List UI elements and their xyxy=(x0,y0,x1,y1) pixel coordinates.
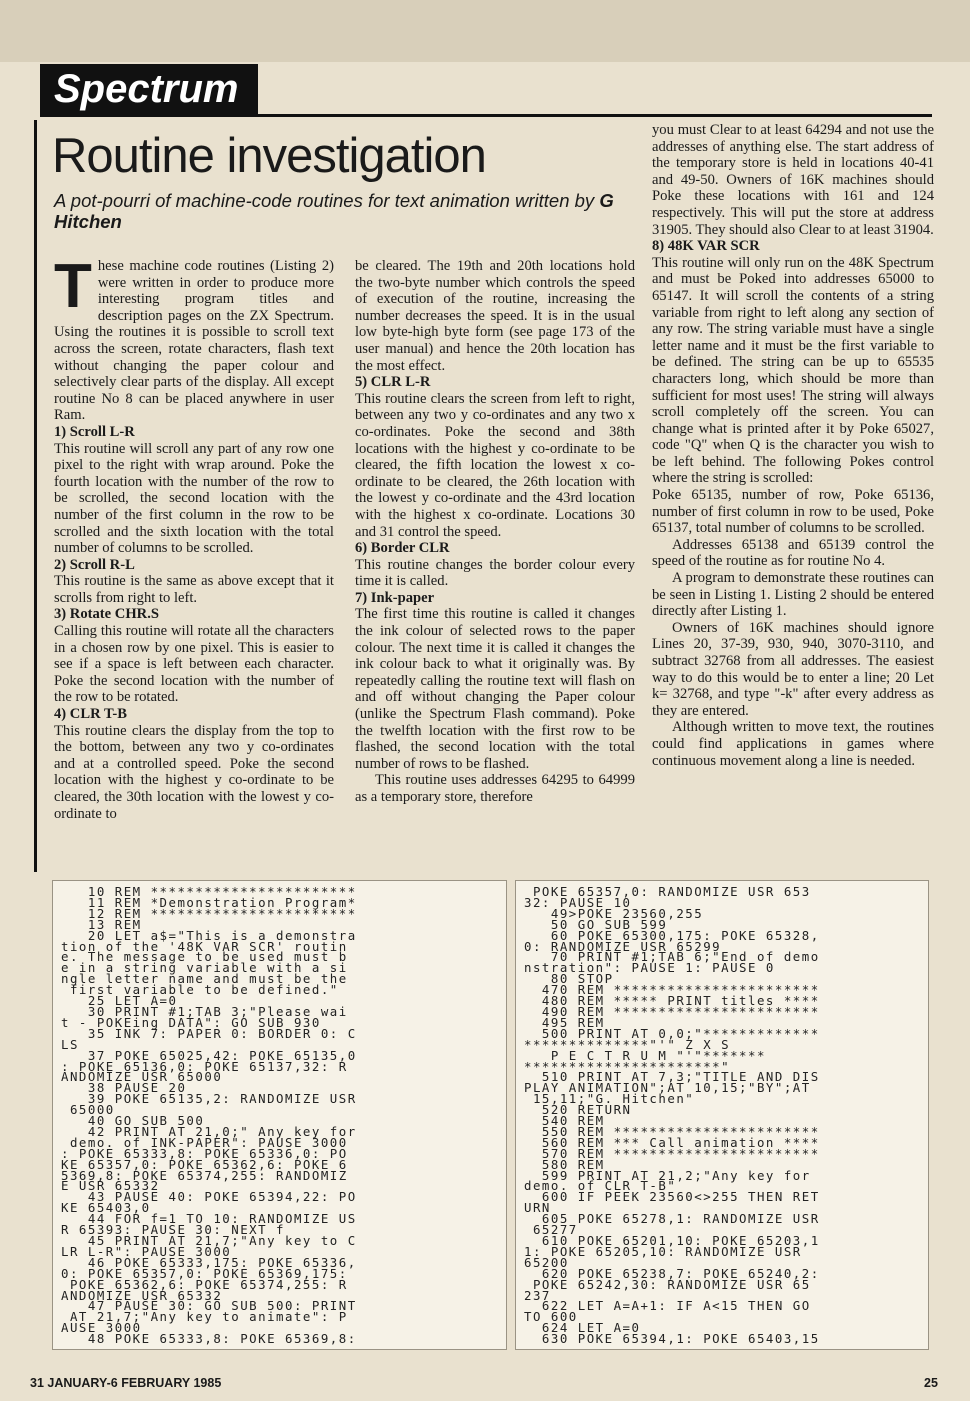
listing-line: t - POKEing DATA": GO SUB 930 xyxy=(61,1014,321,1030)
listing-line: ANDOMIZE USR 65332 xyxy=(61,1287,223,1303)
paragraph: This routine changes the border colour every time it is called. xyxy=(355,556,635,590)
listing-line: URN xyxy=(524,1200,551,1216)
listing-line: 80 STOP xyxy=(524,971,614,987)
listing-line: nstration": PAUSE 1: PAUSE 0 xyxy=(524,960,775,976)
article-frame-left xyxy=(34,120,37,872)
listing-line: 30 PRINT #1;TAB 3;"Please wai xyxy=(61,1003,348,1019)
paragraph: you must Clear to at least 64294 and not use the addresses of anything else. The start address of the temporary store is held in locations 40-41 and 49-50. Owners of 16K machines should Poke these locations with 161 and 124 respectively. This will put the store at address 31905. They should also Clear to at least 31904. xyxy=(652,122,934,238)
listing-line: 20 LET a$="This is a demonstra xyxy=(61,927,357,943)
heading-scroll-l-r: 1) Scroll L-R xyxy=(54,423,135,440)
paragraph: This routine will scroll any part of any row one pixel to the right with wrap around. Poke the fourth location with the number of the row to be scrolled, the second location with the number of the first column in the row to be scrolled and the sixth location with the total number of columns to be scrolled. xyxy=(54,440,334,557)
listing-line: P E C T R U M "'"******* xyxy=(524,1047,766,1063)
listing-line: 37 POKE 65025,42: POKE 65135,0 xyxy=(61,1047,357,1063)
listing-line: KE 65403,0 xyxy=(61,1200,151,1216)
article-deck xyxy=(54,190,614,232)
listing-line: 15,11;"G. Hitchen" xyxy=(524,1091,695,1107)
listing-line: ngle letter name and must be the xyxy=(61,971,348,987)
listing-line: 32: PAUSE 10 xyxy=(524,894,632,910)
listing-line: ANDOMIZE USR 65000 xyxy=(61,1069,223,1085)
paragraph: be cleared. The 19th and 20th locations hold the two-byte number which controls the speed of execution of the routine, increasing the number decreases the speed. It is in the usual low byte-high byte form (see page 173 of the user manual) and hence the 20th location has the most effect. xyxy=(355,258,635,374)
listing-line: 70 PRINT #1;TAB 6;"End of demo xyxy=(524,949,820,965)
listing-line: 580 REM xyxy=(524,1156,605,1172)
heading-48k-var-scr: 8) 48K VAR SCR xyxy=(652,238,760,255)
listing-line: 44 FOR f=1 TO 10: RANDOMIZE US xyxy=(61,1211,357,1227)
listing-line: 48 POKE 65333,8: POKE 65369,8: xyxy=(61,1331,357,1347)
listing-line: 11 REM *Demonstration Program* xyxy=(61,894,357,910)
paragraph: This routine will only run on the 48K Spectrum and must be Poked into addresses 65000 to 65147. It will scroll the contents of a string variable from right to left along any section of any row. The string variable must have a single letter name and it must be the first variable to be defined. The string can be up to 65535 characters long, which should be more than sufficient for most uses! The string will always scroll completely off the screen. You can change what is printed after it by Poke 65027, code "Q" when Q is the character you wish to be left behind. The following Pokes control where the string is scrolled: xyxy=(652,254,934,487)
listing-line: 65200 xyxy=(524,1254,569,1270)
listing-line: R 65393: PAUSE 30: NEXT f xyxy=(61,1222,285,1238)
header-rule xyxy=(40,114,932,117)
heading-clr-t-b: 4) CLR T-B xyxy=(54,706,127,723)
listing-line: 45 PRINT AT 21,7;"Any key to C xyxy=(61,1233,357,1248)
listing-line: 65277 xyxy=(524,1222,578,1238)
listing-line: 38 PAUSE 20 xyxy=(61,1080,187,1096)
program-listing-left xyxy=(52,880,507,1350)
listing-line: e. The message to be used must b xyxy=(61,949,348,965)
listing-line: : POKE 65136,0: POKE 65137,32: R xyxy=(61,1058,348,1074)
listing-line: 620 POKE 65238,7: POKE 65240,2: xyxy=(524,1265,820,1281)
listing-line: 13 REM xyxy=(61,916,142,932)
paragraph: This routine clears the screen from left to right, between any two y co-ordinates and any two x co-ordinates. Poke the second and 38th locations with the highest y co-ordinate to be cleared, the fifth location the lowest x co-ordinate to be cleared, the 26th location with the lowest y co-ordinate and the 43rd location with the highest x co-ordinate. Locations 30 and 31 control the speed. xyxy=(355,390,635,540)
text-column-1 xyxy=(54,252,334,822)
text-column-3 xyxy=(652,122,934,769)
heading-border-clr: 6) Border CLR xyxy=(355,540,450,557)
listing-line: 600 IF PEEK 23560<>255 THEN RET xyxy=(524,1189,820,1205)
listing-line: 520 RETURN xyxy=(524,1102,632,1118)
listing-line: 470 REM *********************** xyxy=(524,982,820,998)
listing-line: 237 xyxy=(524,1287,551,1303)
listing-line: **********************" xyxy=(524,1058,731,1074)
paragraph: Addresses 65138 and 65139 control the speed of the routine as for routine No 4. xyxy=(652,536,934,570)
listing-line: E USR 65332 xyxy=(61,1178,160,1194)
listing-line: 49>POKE 23560,255 xyxy=(524,905,704,921)
listing-line: 495 REM xyxy=(524,1014,605,1030)
listing-line: demo. of CLR T-B" xyxy=(524,1178,677,1194)
listing-line: 5369,8: POKE 65374,255: RANDOMIZ xyxy=(61,1167,348,1183)
listing-line: 490 REM *********************** xyxy=(524,1003,820,1019)
listing-line: demo. of INK-PAPER": PAUSE 3000 xyxy=(61,1134,348,1150)
deck-text: A pot-pourri of machine-code routines for text animation written by xyxy=(54,190,600,211)
listing-line: KE 65357,0: POKE 65362,6: POKE 6 xyxy=(61,1156,348,1172)
listing-line: POKE 65357,0: RANDOMIZE USR 653 xyxy=(524,884,811,899)
listing-line: 550 REM *********************** xyxy=(524,1123,820,1139)
paragraph: This routine clears the display from the top to the bottom, between any two y co-ordinates and at a controlled speed. Poke the second location with the highest y co-ordinate to be cleared, the 30th location with the lowest y co-ordinate to xyxy=(54,722,334,822)
listing-line: 599 PRINT AT 21,2;"Any key for xyxy=(524,1167,811,1183)
listing-line: 560 REM *** Call animation **** xyxy=(524,1134,820,1150)
listing-line: AUSE 3000 xyxy=(61,1320,142,1336)
paragraph: This routine uses addresses 64295 to 64999 as a temporary store, therefore xyxy=(355,772,635,805)
listing-line: 622 LET A=A+1: IF A<15 THEN GO xyxy=(524,1298,811,1314)
heading-rotate-chrs: 3) Rotate CHR.S xyxy=(54,606,159,623)
listing-line: 570 REM *********************** xyxy=(524,1145,820,1161)
listing-line: 42 PRINT AT 21,0;" Any key for xyxy=(61,1123,357,1139)
issue-date: 31 JANUARY-6 FEBRUARY 1985 xyxy=(30,1376,222,1390)
listing-line: 46 POKE 65333,175: POKE 65336, xyxy=(61,1254,357,1270)
listing-line: 630 POKE 65394,1: POKE 65403,15 xyxy=(524,1331,820,1347)
page-number: 25 xyxy=(924,1376,938,1390)
listing-line: AT 21,7;"Any key to animate": P xyxy=(61,1309,348,1325)
listing-line: LR L-R": PAUSE 3000 xyxy=(61,1243,232,1259)
listing-line: 50 GO SUB 599 xyxy=(524,916,668,932)
listing-line: 0: POKE 65357,0: POKE 65369,175: xyxy=(61,1265,348,1281)
listing-line: 1: POKE 65205,10: RANDOMIZE USR xyxy=(524,1243,802,1259)
listing-line: 43 PAUSE 40: POKE 65394,22: PO xyxy=(61,1189,357,1205)
listing-line: 510 PRINT AT 7,3;"TITLE AND DIS xyxy=(524,1069,820,1085)
heading-clr-l-r: 5) CLR L-R xyxy=(355,374,431,391)
listing-line: 0: RANDOMIZE USR 65299 xyxy=(524,938,722,954)
listing-line: 25 LET A=0 xyxy=(61,993,178,1009)
paragraph: The first time this routine is called it changes the ink colour of selected rows to the paper colour. The next time it is called it changes the ink colour back to what it originally was. By repeatedly calling the routine text will flash on and off without changing the Paper colour (unlike the Spectrum Flash command). Poke the twelfth location with the first row to be flashed, the second location with the total number of rows to be flashed. xyxy=(355,606,635,772)
paragraph: Owners of 16K machines should ignore Lines 20, 37-39, 930, 940, 3070-3110, and subtract 32768 from all addresses. The easiest way to do this would be to enter a line; 20 Let k= 32768, and type "-k" after every address as they are entered. xyxy=(652,619,934,719)
listing-line: 39 POKE 65135,2: RANDOMIZE USR xyxy=(61,1091,357,1107)
listing-line: 10 REM *********************** xyxy=(61,884,357,899)
article-title: Routine investigation xyxy=(52,129,486,183)
listing-line: POKE 65362,6: POKE 65374,255: R xyxy=(61,1276,348,1292)
listing-line: 610 POKE 65201,10: POKE 65203,1 xyxy=(524,1233,820,1248)
paragraph: A program to demonstrate these routines can be seen in Listing 1. Listing 2 should be entered directly after Listing 1. xyxy=(652,570,934,620)
listing-line: LS xyxy=(61,1036,79,1052)
intro-paragraph: hese machine code routines (Listing 2) were written in order to produce more interesting program titles and description pages on the ZX Spectrum. Using the routines it is possible to scroll text across the screen, rotate characters, flash text without changing the paper colour and selectively clear parts of the display. All except routine No 8 can be placed anywhere in user Ram. xyxy=(54,258,334,424)
listing-line: first variable to be defined." xyxy=(61,982,339,998)
page-top-band xyxy=(0,0,970,62)
section-tag: Spectrum xyxy=(40,64,258,114)
paragraph: Poke 65135, number of row, Poke 65136, number of first column in row to be used, Poke 65137, total number of columns to be scrolled. xyxy=(652,487,934,537)
listing-line: 65000 xyxy=(61,1102,115,1118)
heading-ink-paper: 7) Ink-paper xyxy=(355,589,435,606)
paragraph: Although written to move text, the routines could find applications in games where continuous movement along a line is needed. xyxy=(652,719,934,769)
listing-line: 624 LET A=0 xyxy=(524,1320,641,1336)
listing-line: POKE 65242,30: RANDOMIZE USR 65 xyxy=(524,1276,811,1292)
listing-line: TO 600 xyxy=(524,1309,578,1325)
paragraph: This routine is the same as above except that it scrolls from right to left. xyxy=(54,573,334,606)
listing-line: 12 REM *********************** xyxy=(61,905,357,921)
listing-line: 60 POKE 65300,175: POKE 65328, xyxy=(524,927,820,943)
listing-line: 47 PAUSE 30: GO SUB 500: PRINT xyxy=(61,1298,357,1314)
listing-line: 480 REM ***** PRINT titles **** xyxy=(524,993,820,1009)
listing-line: 540 REM xyxy=(524,1113,605,1129)
author-name: G Hitchen xyxy=(54,190,614,232)
listing-line: e in a string variable with a si xyxy=(61,960,348,976)
paragraph: Calling this routine will rotate all the characters in a chosen row by one pixel. This is easier to see if a space is left between each character. Poke the second location with the number of the row to be rotated. xyxy=(54,623,334,706)
listing-line: 500 PRINT AT 0,0;"************* xyxy=(524,1025,820,1041)
listing-line: **************"'" Z X S xyxy=(524,1036,731,1052)
heading-scroll-r-l: 2) Scroll R-L xyxy=(54,556,135,573)
listing-line: PLAY ANIMATION";AT 10,15;"BY";AT xyxy=(524,1080,811,1096)
listing-line: tion of the '48K VAR SCR' routin xyxy=(61,938,348,954)
listing-line: 40 GO SUB 500 xyxy=(61,1113,205,1129)
listing-line: : POKE 65333,8: POKE 65336,0: PO xyxy=(61,1145,348,1161)
text-column-2 xyxy=(355,258,635,806)
listing-line: 605 POKE 65278,1: RANDOMIZE USR xyxy=(524,1211,820,1227)
drop-cap: T xyxy=(54,252,92,321)
listing-line: 35 INK 7: PAPER 0: BORDER 0: C xyxy=(61,1025,357,1041)
program-listing-right xyxy=(515,880,929,1350)
